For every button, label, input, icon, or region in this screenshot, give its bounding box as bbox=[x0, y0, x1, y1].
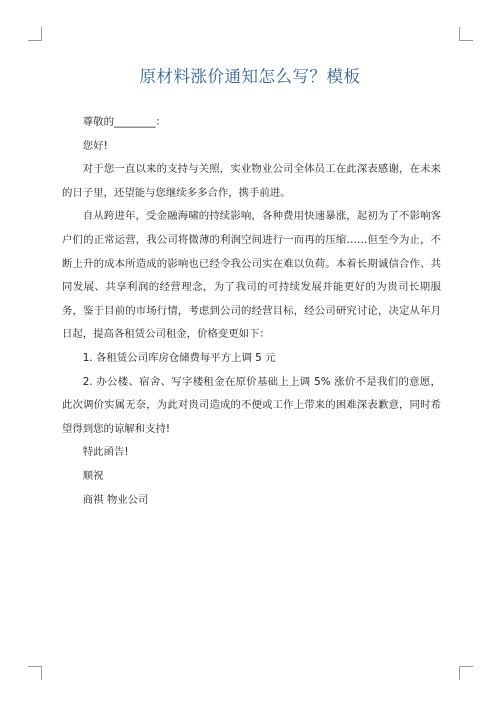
page-corner-mark-bottom-left bbox=[28, 666, 42, 680]
list-item-2: 2. 办公楼、宿舍、写字楼租金在原价基础上上调 5% 涨价不是我们的意愿，此次调价实属无奈，为此对贵司造成的不便或工作上带来的困难深表歉意，同时希望得到您的谅解和支持! bbox=[62, 375, 441, 435]
page-corner-mark-top-right bbox=[459, 27, 473, 41]
paragraph-price-increase: 自从跨进年，受金融海啸的持续影响，各种费用快速暴涨，起初为了不影响客户们的正常运营，我公司将微薄的利润空间进行一而再的压缩……但至今为止，不断上升的成本所造成的影响也已经令我公司实在难以负荷。本着长期诚信合作、共同发展、共享利润的经营理念，为了我司的可持续发展并能更好的为贵司长期服务，鉴于目前的市场行情，考虑到公司的经营目标，经公司研究讨论，决定从年月日起，提高各租赁公司租金，价格变更如下： bbox=[62, 210, 441, 341]
signature: 商祺 物业公司 bbox=[82, 493, 149, 506]
page-corner-mark-top-left bbox=[28, 27, 42, 41]
document-title: 原材料涨价通知怎么写？模板 bbox=[139, 67, 361, 86]
paragraph-thanks: 对于您一直以来的支持与关照，实业物业公司全体员工在此深表感谢，在未来的日子里，还望能与您继续多多合作，携手前进。 bbox=[62, 163, 441, 199]
greeting: 您好! bbox=[82, 139, 108, 152]
salutation: 尊敬的________： bbox=[82, 116, 166, 128]
closing-wish: 顺祝 bbox=[82, 469, 104, 482]
page-corner-mark-bottom-right bbox=[459, 666, 473, 680]
letter-body bbox=[62, 111, 441, 512]
closing-notice: 特此函告! bbox=[82, 446, 129, 459]
list-item-1: 1. 各租赁公司库房仓储费每平方上调 5 元 bbox=[82, 351, 276, 364]
